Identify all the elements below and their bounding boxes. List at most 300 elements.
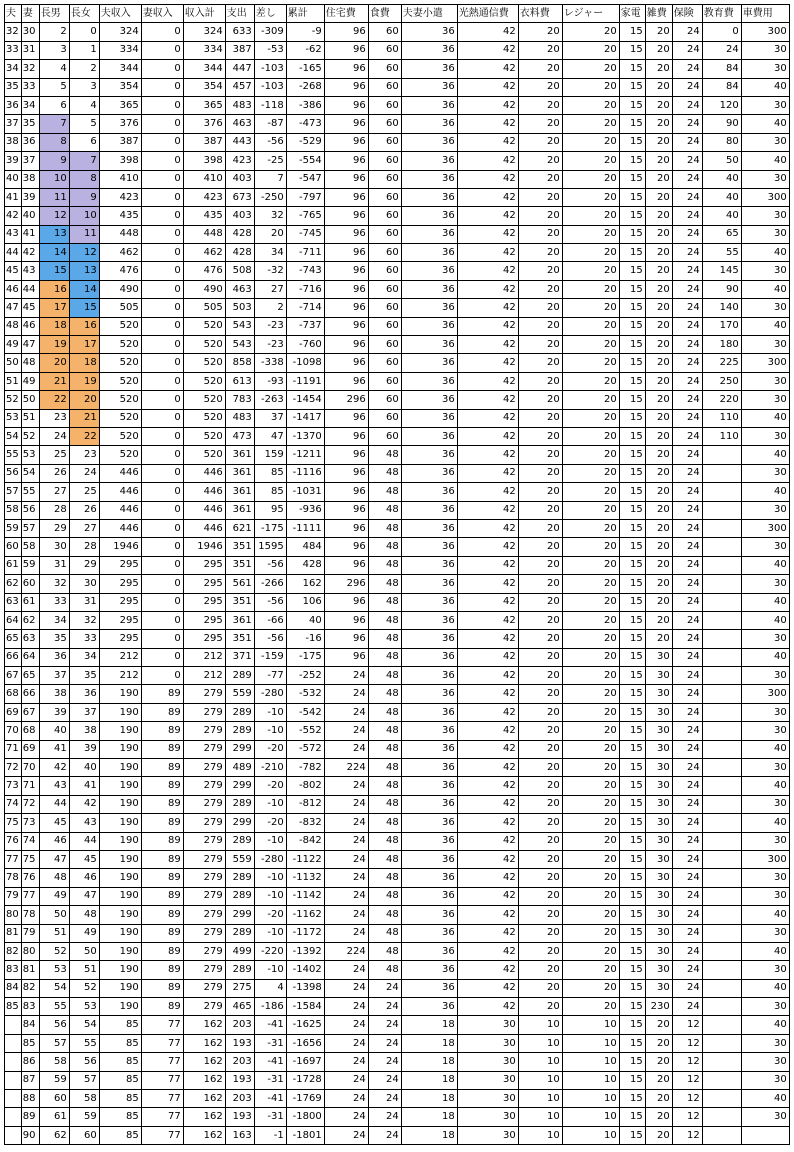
table-cell: 289	[225, 667, 254, 685]
table-cell: 24	[702, 41, 741, 59]
table-cell: 42	[457, 740, 518, 758]
table-cell: 20	[645, 188, 672, 206]
table-cell: 24	[672, 60, 702, 78]
table-cell: 275	[225, 979, 254, 997]
table-cell: 20	[562, 464, 619, 482]
table-cell: 20	[518, 611, 562, 629]
table-cell: -175	[286, 648, 324, 666]
table-cell: 250	[702, 372, 741, 390]
table-cell: 85	[21, 1034, 39, 1052]
column-header: 長女	[69, 5, 99, 23]
table-cell: 20	[562, 299, 619, 317]
table-cell: 30	[645, 961, 672, 979]
table-cell: 20	[562, 887, 619, 905]
table-cell: 20	[645, 60, 672, 78]
header-row	[5, 5, 790, 23]
table-cell: 36	[401, 41, 457, 59]
table-cell: 60	[368, 427, 401, 445]
table-row	[5, 630, 790, 648]
table-cell: -554	[286, 152, 324, 170]
table-cell: 32	[254, 207, 286, 225]
table-cell: 15	[619, 115, 645, 133]
table-cell: 42	[457, 464, 518, 482]
table-cell: -56	[254, 630, 286, 648]
table-cell: -41	[254, 1016, 286, 1034]
table-cell: 42	[457, 41, 518, 59]
table-cell: 36	[401, 427, 457, 445]
table-cell: 24	[324, 869, 368, 887]
table-cell: 36	[39, 648, 69, 666]
table-cell: 30	[457, 1053, 518, 1071]
table-cell: 15	[619, 483, 645, 501]
table-cell: 423	[225, 152, 254, 170]
table-cell: 428	[225, 225, 254, 243]
table-cell: 15	[619, 906, 645, 924]
table-cell: 505	[183, 299, 225, 317]
table-cell: -386	[286, 96, 324, 114]
table-cell: 279	[183, 850, 225, 868]
table-cell: 36	[401, 133, 457, 151]
table-cell: -802	[286, 777, 324, 795]
table-cell: 96	[324, 170, 368, 188]
table-cell: 289	[225, 961, 254, 979]
table-cell: -175	[254, 519, 286, 537]
table-cell: 30	[457, 1034, 518, 1052]
table-cell: 42	[457, 317, 518, 335]
table-row	[5, 887, 790, 905]
table-cell: 15	[619, 427, 645, 445]
table-cell: 20	[518, 446, 562, 464]
table-cell: 295	[183, 575, 225, 593]
table-row	[5, 427, 790, 445]
table-cell: 41	[21, 225, 39, 243]
table-cell: 42	[457, 96, 518, 114]
table-cell: 30	[741, 336, 789, 354]
table-cell: 613	[225, 372, 254, 390]
table-cell	[702, 722, 741, 740]
table-cell: 465	[225, 998, 254, 1016]
table-cell: 96	[324, 133, 368, 151]
table-cell: -250	[254, 188, 286, 206]
table-cell: -737	[286, 317, 324, 335]
table-cell: 80	[5, 906, 22, 924]
table-cell: 20	[645, 317, 672, 335]
table-cell: -532	[286, 685, 324, 703]
table-cell: 13	[39, 225, 69, 243]
table-cell: 36	[401, 924, 457, 942]
table-row	[5, 372, 790, 390]
table-row	[5, 924, 790, 942]
table-cell: 24	[672, 354, 702, 372]
table-cell: 42	[457, 207, 518, 225]
table-cell: 30	[741, 924, 789, 942]
table-cell: -268	[286, 78, 324, 96]
table-cell: 15	[619, 703, 645, 721]
table-cell: 334	[99, 41, 141, 59]
table-cell: 20	[645, 244, 672, 262]
table-cell: 20	[518, 685, 562, 703]
table-cell: 193	[225, 1108, 254, 1126]
table-cell	[702, 887, 741, 905]
table-cell: 483	[225, 409, 254, 427]
table-cell: 85	[254, 464, 286, 482]
table-cell: 12	[672, 1034, 702, 1052]
table-cell: 24	[324, 1090, 368, 1108]
table-cell: -220	[254, 942, 286, 960]
table-cell: 42	[457, 722, 518, 740]
table-cell: 20	[562, 685, 619, 703]
column-header: 夫	[5, 5, 22, 23]
table-cell: 31	[21, 41, 39, 59]
table-cell: 40	[741, 611, 789, 629]
table-cell: 30	[741, 464, 789, 482]
table-cell: 42	[457, 814, 518, 832]
table-cell: 20	[518, 832, 562, 850]
table-cell: 20	[645, 575, 672, 593]
table-cell: 96	[324, 593, 368, 611]
table-cell: 24	[324, 998, 368, 1016]
table-cell: 79	[5, 887, 22, 905]
table-cell: 190	[99, 942, 141, 960]
table-cell: 77	[141, 1071, 183, 1089]
table-cell: 71	[21, 777, 39, 795]
table-cell: 20	[518, 630, 562, 648]
table-cell	[702, 593, 741, 611]
table-cell: -87	[254, 115, 286, 133]
table-cell: 60	[368, 133, 401, 151]
table-cell: 230	[645, 998, 672, 1016]
table-cell: 96	[324, 299, 368, 317]
table-cell: 42	[457, 961, 518, 979]
table-cell: 34	[69, 648, 99, 666]
table-cell: 42	[457, 483, 518, 501]
table-cell: 40	[741, 942, 789, 960]
table-cell: 20	[562, 961, 619, 979]
table-cell: 344	[183, 60, 225, 78]
table-cell: 15	[619, 23, 645, 41]
table-cell: 60	[368, 372, 401, 390]
table-cell: 54	[21, 464, 39, 482]
table-cell: 20	[645, 501, 672, 519]
table-cell: 299	[225, 740, 254, 758]
table-cell: 89	[141, 924, 183, 942]
table-cell: 36	[401, 611, 457, 629]
table-cell: 20	[645, 225, 672, 243]
table-cell: -1211	[286, 446, 324, 464]
table-cell: 20	[645, 262, 672, 280]
table-cell	[702, 1108, 741, 1126]
table-cell: 48	[368, 538, 401, 556]
table-cell: 520	[183, 317, 225, 335]
column-header: 累計	[286, 5, 324, 23]
table-cell: 30	[457, 1090, 518, 1108]
table-cell: 44	[5, 244, 22, 262]
table-cell: 15	[619, 409, 645, 427]
table-cell: 0	[141, 23, 183, 41]
table-cell: 20	[645, 1126, 672, 1144]
table-cell: 20	[518, 60, 562, 78]
table-cell: 24	[672, 372, 702, 390]
table-cell: 24	[672, 593, 702, 611]
column-header: 雑費	[645, 5, 672, 23]
table-cell: 190	[99, 703, 141, 721]
table-cell: 190	[99, 998, 141, 1016]
table-cell: 12	[672, 1126, 702, 1144]
table-cell: 20	[645, 133, 672, 151]
table-cell: 448	[99, 225, 141, 243]
table-cell: 15	[619, 611, 645, 629]
table-cell: 40	[741, 409, 789, 427]
table-cell: 20	[645, 409, 672, 427]
column-header: 妻	[21, 5, 39, 23]
table-cell: -842	[286, 832, 324, 850]
table-cell: 10	[518, 1108, 562, 1126]
table-cell: 24	[368, 1071, 401, 1089]
table-cell: 42	[457, 391, 518, 409]
table-cell: 30	[741, 427, 789, 445]
table-cell: 24	[672, 299, 702, 317]
table-cell: 26	[69, 501, 99, 519]
table-cell: 42	[457, 887, 518, 905]
table-cell: 543	[225, 336, 254, 354]
table-row	[5, 133, 790, 151]
table-cell: 45	[39, 814, 69, 832]
table-cell	[702, 538, 741, 556]
table-cell: 30	[645, 667, 672, 685]
table-cell: 36	[401, 280, 457, 298]
table-cell	[702, 850, 741, 868]
table-cell: 36	[21, 133, 39, 151]
table-cell: 20	[518, 280, 562, 298]
table-cell: 42	[457, 133, 518, 151]
table-cell: 28	[69, 538, 99, 556]
table-cell: 10	[518, 1126, 562, 1144]
table-cell: 48	[368, 814, 401, 832]
table-cell: 20	[562, 409, 619, 427]
table-row	[5, 777, 790, 795]
table-cell: 24	[368, 1053, 401, 1071]
table-cell: 170	[702, 317, 741, 335]
table-cell: 10	[562, 1034, 619, 1052]
table-cell	[5, 1016, 22, 1034]
table-cell: 15	[619, 244, 645, 262]
column-header: 妻収入	[141, 5, 183, 23]
table-cell: 40	[702, 188, 741, 206]
table-cell: 64	[21, 648, 39, 666]
table-cell: -10	[254, 869, 286, 887]
table-cell: 428	[225, 244, 254, 262]
table-cell: 300	[741, 188, 789, 206]
table-cell: 47	[39, 850, 69, 868]
table-row	[5, 850, 790, 868]
table-cell: 24	[672, 759, 702, 777]
table-cell: -1728	[286, 1071, 324, 1089]
table-body	[5, 23, 790, 1145]
table-cell: 10	[518, 1090, 562, 1108]
table-row	[5, 906, 790, 924]
table-cell: 96	[324, 207, 368, 225]
table-cell: 15	[619, 593, 645, 611]
table-cell: 162	[183, 1071, 225, 1089]
table-row	[5, 942, 790, 960]
table-cell: 76	[5, 832, 22, 850]
table-cell	[702, 924, 741, 942]
table-cell: 190	[99, 814, 141, 832]
table-cell: 36	[401, 299, 457, 317]
table-cell: 59	[5, 519, 22, 537]
table-cell	[5, 1034, 22, 1052]
table-cell: 48	[368, 630, 401, 648]
table-cell: 20	[645, 170, 672, 188]
table-cell: 299	[225, 814, 254, 832]
table-cell: 20	[645, 446, 672, 464]
table-cell: 22	[69, 427, 99, 445]
table-cell: 543	[225, 317, 254, 335]
table-cell: 15	[619, 998, 645, 1016]
table-cell: 20	[518, 556, 562, 574]
table-cell	[702, 906, 741, 924]
table-cell: 40	[741, 906, 789, 924]
table-cell: 96	[324, 23, 368, 41]
table-cell: 39	[5, 152, 22, 170]
table-cell: -20	[254, 814, 286, 832]
table-cell: 296	[324, 575, 368, 593]
table-cell: 20	[518, 317, 562, 335]
table-cell: 60	[368, 299, 401, 317]
table-cell: 56	[5, 464, 22, 482]
table-cell: 20	[518, 998, 562, 1016]
table-cell: 37	[39, 667, 69, 685]
table-cell: 36	[401, 60, 457, 78]
table-cell: 12	[672, 1071, 702, 1089]
table-cell: 15	[619, 225, 645, 243]
table-cell: 20	[645, 464, 672, 482]
table-cell: 60	[368, 317, 401, 335]
table-cell: 42	[457, 244, 518, 262]
table-cell: 50	[39, 906, 69, 924]
table-cell: 483	[225, 96, 254, 114]
table-cell: 15	[619, 336, 645, 354]
table-cell: 193	[225, 1034, 254, 1052]
table-cell: 60	[368, 96, 401, 114]
table-cell: 46	[39, 832, 69, 850]
table-row	[5, 1108, 790, 1126]
table-cell: 300	[741, 850, 789, 868]
table-cell: 24	[324, 1126, 368, 1144]
table-cell: 12	[672, 1090, 702, 1108]
table-cell: 48	[368, 685, 401, 703]
table-cell: 80	[702, 133, 741, 151]
table-cell: 403	[225, 170, 254, 188]
table-cell: 520	[99, 336, 141, 354]
table-cell: 43	[69, 814, 99, 832]
table-cell: 30	[457, 1126, 518, 1144]
table-cell: 96	[324, 538, 368, 556]
table-cell: 42	[457, 703, 518, 721]
table-cell: 446	[183, 501, 225, 519]
table-cell: 47	[69, 887, 99, 905]
table-cell: 30	[741, 887, 789, 905]
table-cell: 56	[69, 1053, 99, 1071]
table-cell: 20	[562, 262, 619, 280]
table-cell: 66	[5, 648, 22, 666]
table-cell: 387	[99, 133, 141, 151]
budget-table	[4, 4, 790, 1145]
table-cell: 20	[562, 942, 619, 960]
table-cell: 190	[99, 869, 141, 887]
table-cell: 30	[645, 795, 672, 813]
table-cell: 48	[368, 556, 401, 574]
table-row	[5, 538, 790, 556]
table-cell: -62	[286, 41, 324, 59]
table-cell: 289	[225, 924, 254, 942]
table-cell: 20	[645, 96, 672, 114]
table-cell: 20	[562, 906, 619, 924]
table-cell: 11	[39, 188, 69, 206]
table-cell: 52	[69, 979, 99, 997]
table-cell: 38	[5, 133, 22, 151]
table-cell: 18	[401, 1016, 457, 1034]
table-cell: 354	[183, 78, 225, 96]
table-cell: 50	[702, 152, 741, 170]
table-cell: 42	[21, 244, 39, 262]
table-cell: 190	[99, 777, 141, 795]
table-cell: 15	[619, 777, 645, 795]
table-cell: 20	[518, 115, 562, 133]
table-cell: 0	[141, 372, 183, 390]
table-cell: -10	[254, 703, 286, 721]
table-cell: 43	[21, 262, 39, 280]
table-cell: 20	[562, 814, 619, 832]
table-cell: 72	[5, 759, 22, 777]
table-cell: 36	[401, 648, 457, 666]
table-cell: 51	[39, 924, 69, 942]
table-cell: -782	[286, 759, 324, 777]
table-cell: 47	[21, 336, 39, 354]
table-cell: 40	[741, 280, 789, 298]
table-cell: 212	[99, 648, 141, 666]
table-cell: 279	[183, 832, 225, 850]
table-cell: 36	[401, 225, 457, 243]
table-cell: 30	[645, 942, 672, 960]
table-cell: 387	[183, 133, 225, 151]
table-cell: 20	[562, 924, 619, 942]
table-cell: 499	[225, 942, 254, 960]
table-cell: 36	[401, 942, 457, 960]
table-cell: 410	[183, 170, 225, 188]
table-cell: 24	[672, 501, 702, 519]
table-cell: 30	[457, 1016, 518, 1034]
table-cell: 42	[457, 777, 518, 795]
table-cell: 20	[518, 78, 562, 96]
table-cell: 42	[457, 354, 518, 372]
table-cell: 295	[183, 630, 225, 648]
table-cell: 36	[401, 814, 457, 832]
table-cell: 20	[69, 391, 99, 409]
table-cell: 41	[39, 740, 69, 758]
table-cell: 15	[619, 740, 645, 758]
table-cell	[702, 740, 741, 758]
table-cell: 42	[457, 685, 518, 703]
table-cell: 24	[368, 1108, 401, 1126]
table-cell: 20	[645, 611, 672, 629]
table-cell: 24	[672, 317, 702, 335]
table-cell: 24	[672, 685, 702, 703]
table-cell: 20	[562, 152, 619, 170]
table-cell: 77	[141, 1053, 183, 1071]
table-cell: 30	[457, 1108, 518, 1126]
table-cell: 8	[39, 133, 69, 151]
